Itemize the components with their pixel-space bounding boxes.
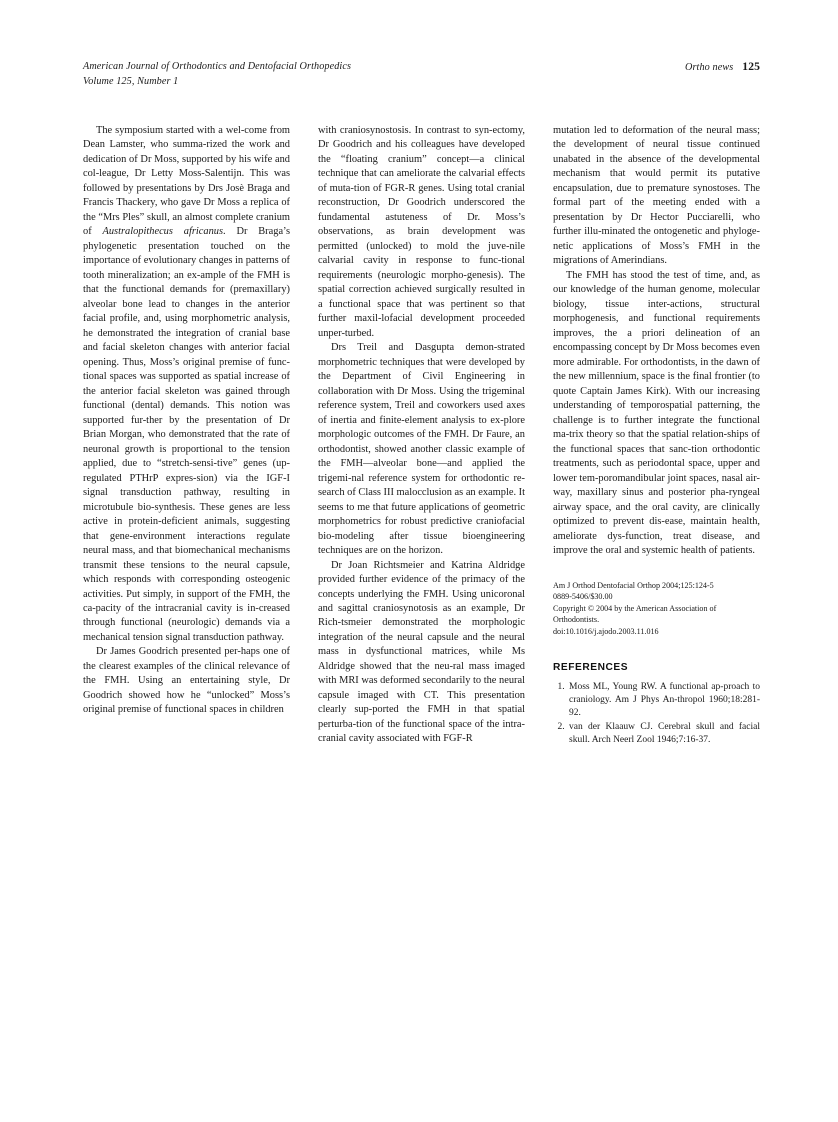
doi: doi:10.1016/j.ajodo.2003.11.016 [553, 626, 659, 636]
reference-item: 2. van der Klaauw CJ. Cerebral skull and facial skull. Arch Neerl Zool 1946;7:16-37. [567, 721, 760, 747]
citation-block [553, 580, 760, 638]
column-1 [83, 124, 290, 718]
header-journal-info [83, 60, 351, 89]
issn-price: 0889-5406/$30.00 [553, 592, 613, 602]
citation-reference: Am J Orthod Dentofacial Orthop 2004;125:124-5 [553, 580, 714, 590]
paragraph: Dr James Goodrich presented per-haps one of the clearest examples of the clinical relevance of the FMH. Using an entertaining style, Dr Goodrich showed how he “unlocked” Moss’s original premise of functional spaces in children [83, 646, 290, 716]
paragraph-text-continued: . Dr Braga’s phylogenetic presentation touched on the importance of evolutionary changes in patterns of tooth mineralization; an ex-ample of the FMH is that the functional demands for (premaxillary) alveolar bone lead to changes in the anterior facial profile, and, using morphometric analysis, he demonstrated the integration of cranial base and facial skeleton changes with anterior facial opening. Thus, Moss’s original premise of func-tional spaces was supported as spatial increase of the anterior facial skeleton was gained through functional (dental) demands. This notion was supported fur-ther by the presentation of Dr Brian Morgan, who demonstrated that the rate of neuronal growth is proportional to the tension applied, due to “stretch-sensi-tive” genes (up-regulated PTHrP expres-sion) via the IGF-I signal transduction pathway, resulting in microtubule bio-synthesis. These genes are less active in protein-deficient animals, suggesting that gene-environment interactions regulate neural mass, and that biomechanical mechanisms transmit these tensions to the neural capsule, which responds with corresponding osteogenic activities. Put simply, in support of the FMH, the ca-pacity of the intracranial cavity is in-creased through functional (neurologic) demands via a mechanical tension signal transduction pathway. [83, 226, 290, 643]
running-header [83, 60, 760, 94]
references-list [553, 681, 760, 748]
journal-title: American Journal of Orthodontics and Dentofacial Orthopedics [83, 61, 352, 72]
page-number: 125 [742, 60, 760, 73]
references-heading: REFERENCES [553, 661, 629, 673]
volume-issue: Volume 125, Number 1 [83, 75, 179, 87]
species-name: Australopithecus africanus [102, 226, 224, 238]
paragraph: Drs Treil and Dasgupta demon-strated morphometric techniques that were developed by the Department of Civil Engineering in collaboration with Dr Moss. Using the trigeminal reference system, Treil and coworkers used axes of inertia and finite-element analysis to ex-plore morphologic outcomes of the FMH. Dr Faure, an orthodontist, showed another classic example of the FMH—alveolar bone—and applied the trigemi-nal reference system for orthodontic re-search of Class III malocclusion as an example. It seems to me that future applications of geometric morphometrics for robust predictive craniofacial bio-modeling after tissue bioengineering techniques are on the horizon. [318, 342, 525, 557]
copyright-notice: Copyright © 2004 by the American Association of Orthodontists. [553, 603, 717, 625]
column-3 [553, 124, 760, 749]
reference-item: 1. Moss ML, Young RW. A functional ap-proach to craniology. Am J Phys An-thropol 1960;18:281-92. [567, 681, 760, 721]
paragraph: Dr Joan Richtsmeier and Katrina Aldridge provided further evidence of the primacy of the concepts underlying the FMH. Using unicoronal and sagittal craniosynotosis as an example, Dr Rich-tsmeier demonstrated the morphologic integration of the neural capsule and the neural mass in dysfunctional matrices, while Ms Aldridge showed that the neu-ral mass imaged with MRI was deformed secondarily to the neural capsule imaged with CT. This presentation clearly sup-ported the FMH in that spatial perturba-tion of the functional space of the intra-cranial cavity associated with FGF-R [318, 559, 525, 745]
paragraph [83, 124, 290, 645]
header-section-info [685, 60, 760, 73]
section-label: Ortho news [685, 62, 734, 73]
paragraph: The FMH has stood the test of time, and, as our knowledge of the human genome, molecular biology, tissue inter-actions, structural morphogenesis, and functional requirements improves, the a priori delineation of an encompassing concept by Dr Moss becomes even more admirable. For orthodontists, in the dawn of the new millennium, space is the final frontier (to quote Captain James Kirk). With our increasing understanding of temporospatial patterning, the challenge is to further integrate the functional ma-trix theory so that the spatial relation-ships of the functional spaces that sanc-tion orthodontic treatments, such as periodontal space, upper and lower tem-poromandibular joint spaces, nasal air-way, maxillary sinus and posterior pha-ryngeal airway space, and the oral cavity, are clinically optimized to prevent dis-ease, maintain health, ameliorate dys-function, treat disease, and improve the oral and systemic health of patients. [553, 269, 760, 557]
paragraph: with craniosynostosis. In contrast to syn-ectomy, Dr Goodrich and his colleagues have developed the “floating cranium” concept—a clinical technique that can ameliorate the calvarial effects of muta-tion of FGR-R genes. Using total cranial reconstruction, Dr Goodrich underscored the fundamental astuteness of Dr. Moss’s observations, as brain development was permitted (unlocked) to mold the juve-nile calvarial cavity in response to func-tional requirements (neurologic morpho-genesis). The spatial correction achieved surgically resulted in a functional space that was pertinent so that further maxil-lofacial development proceeded unper-turbed. [318, 125, 525, 339]
paragraph: mutation led to deformation of the neural mass; the development of neural tissue continued unabated in the absence of the developmental mechanism that would permit its putative encapsulation, due to premature synostoses. The formal part of the meeting ended with a presentation by Dr Hector Pucciarelli, who further illu-minated the ontogenetic and phyloge-netic applications of Moss’s FMH in the migrations of Amerindians. [553, 125, 760, 267]
column-2 [318, 124, 525, 747]
paragraph-text: The symposium started with a wel-come from Dean Lamster, who summa-rized the work and dedication of Dr Moss, supported by his wife and col-league, Dr Letty Moss-Salentijn. This was followed by presentations by Drs Josè Braga and Francis Thackery, who gave Dr Moss a replica of the “Mrs Ples” skull, an almost complete cranium of [83, 125, 290, 238]
